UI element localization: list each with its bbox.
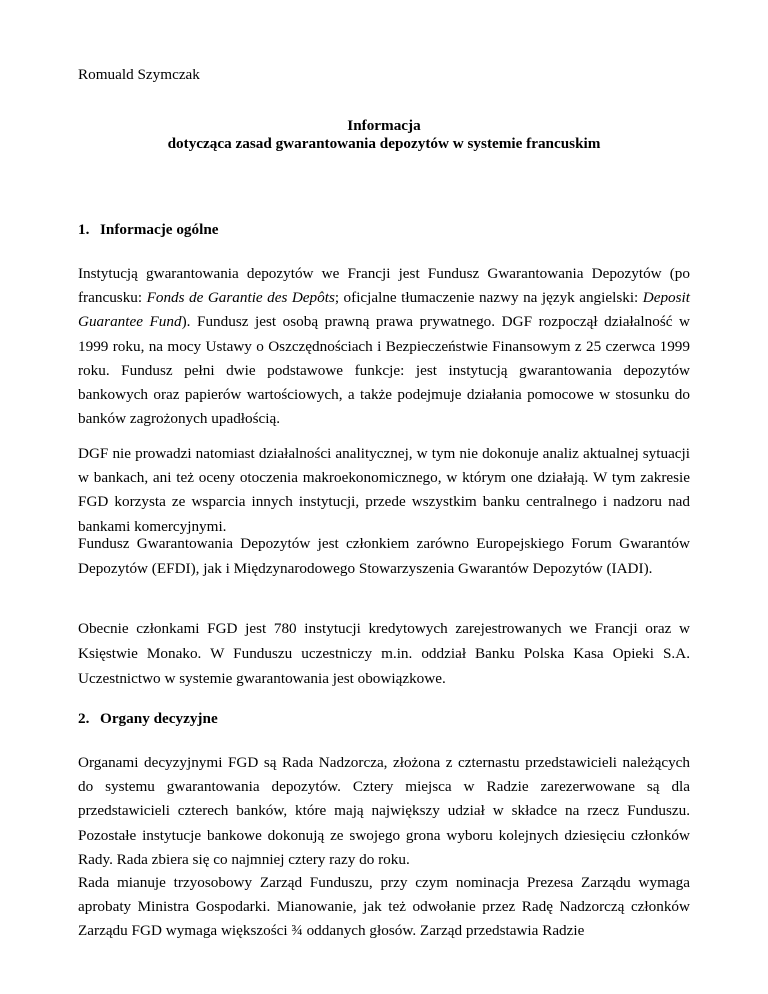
document-title xyxy=(78,117,690,153)
section-2-number: 2. xyxy=(78,710,90,727)
section-2-paragraph-2: Rada mianuje trzyosobowy Zarząd Funduszu, przy czym nominacja Prezesa Zarządu wymaga aprobaty Ministra Gospodarki. Mianowanie, jak też odwołanie przez Radę Nadzorczą członków Zarządu FGD wymaga większości ¾ oddanych głosów. Zarząd przedstawia Radzie xyxy=(78,874,690,940)
section-1-title: Informacje ogólne xyxy=(100,221,219,238)
section-1-paragraph-1 xyxy=(78,262,690,431)
title-line-1: Informacja xyxy=(347,117,421,134)
section-1-heading xyxy=(78,221,219,239)
section-2-paragraph-1: Organami decyzyjnymi FGD są Rada Nadzorcza, złożona z czternastu przedstawicieli należących do systemu gwarantowania depozytów. Cztery miejsca w Radzie zarezerwowane są dla przedstawicieli czterech banków, które mają największy udział w składce na rzecz Funduszu. Pozostałe instytucje bankowe dokonują ze swojego grona wyboru kolejnych dziesięciu członków Rady. Rada zbiera się co najmniej cztery razy do roku. xyxy=(78,754,690,868)
english-name: Deposit Guarantee Fund xyxy=(78,289,690,331)
paragraph-text: ). Fundusz jest osobą prawną prawa prywatnego. DGF rozpoczął działalność w 1999 roku, na mocy Ustawy o Oszczędnościach i Bezpieczeństwie Finansowym z 25 czerwca 1999 roku. Fundusz pełni dwie podstawowe funkcje: jest instytucją gwarantowania depozytów bankowych oraz papierów wartościowych, a także podejmuje działania pomocowe w stosunku do banków zagrożonych upadłością. xyxy=(78,313,691,428)
author-name: Romuald Szymczak xyxy=(78,66,200,83)
section-2-title: Organy decyzyjne xyxy=(100,710,218,727)
section-2-heading xyxy=(78,710,218,728)
section-1-paragraph-3: Fundusz Gwarantowania Depozytów jest członkiem zarówno Europejskiego Forum Gwarantów Depozytów (EFDI), jak i Międzynarodowego Stowarzyszenia Gwarantów Depozytów (IADI). xyxy=(78,535,690,577)
paragraph-text: Instytucją gwarantowania depozytów we Francji jest Fundusz Gwarantowania Depozytów (po francusku: xyxy=(78,265,690,307)
title-line-2: dotycząca zasad gwarantowania depozytów w systemie francuskim xyxy=(167,135,601,152)
paragraph-text: ; oficjalne tłumaczenie nazwy na język angielski: xyxy=(334,289,643,307)
french-name: Fonds de Garantie des Depôts xyxy=(146,289,335,307)
section-1-paragraph-4: Obecnie członkami FGD jest 780 instytucji kredytowych zarejestrowanych we Francji oraz w Księstwie Monako. W Funduszu uczestniczy m.in. oddział Banku Polska Kasa Opieki S.A. Uczestnictwo w systemie gwarantowania jest obowiązkowe. xyxy=(78,620,690,687)
section-1-number: 1. xyxy=(78,221,90,238)
section-1-paragraph-2: DGF nie prowadzi natomiast działalności analitycznej, w tym nie dokonuje analiz aktualnej sytuacji w bankach, ani też oceny otoczenia makroekonomicznego, w którym one działają. W tym zakresie FGD korzysta ze wsparcia innych instytucji, przede wszystkim banku centralnego i nadzoru nad bankami komercyjnymi. xyxy=(78,445,690,535)
